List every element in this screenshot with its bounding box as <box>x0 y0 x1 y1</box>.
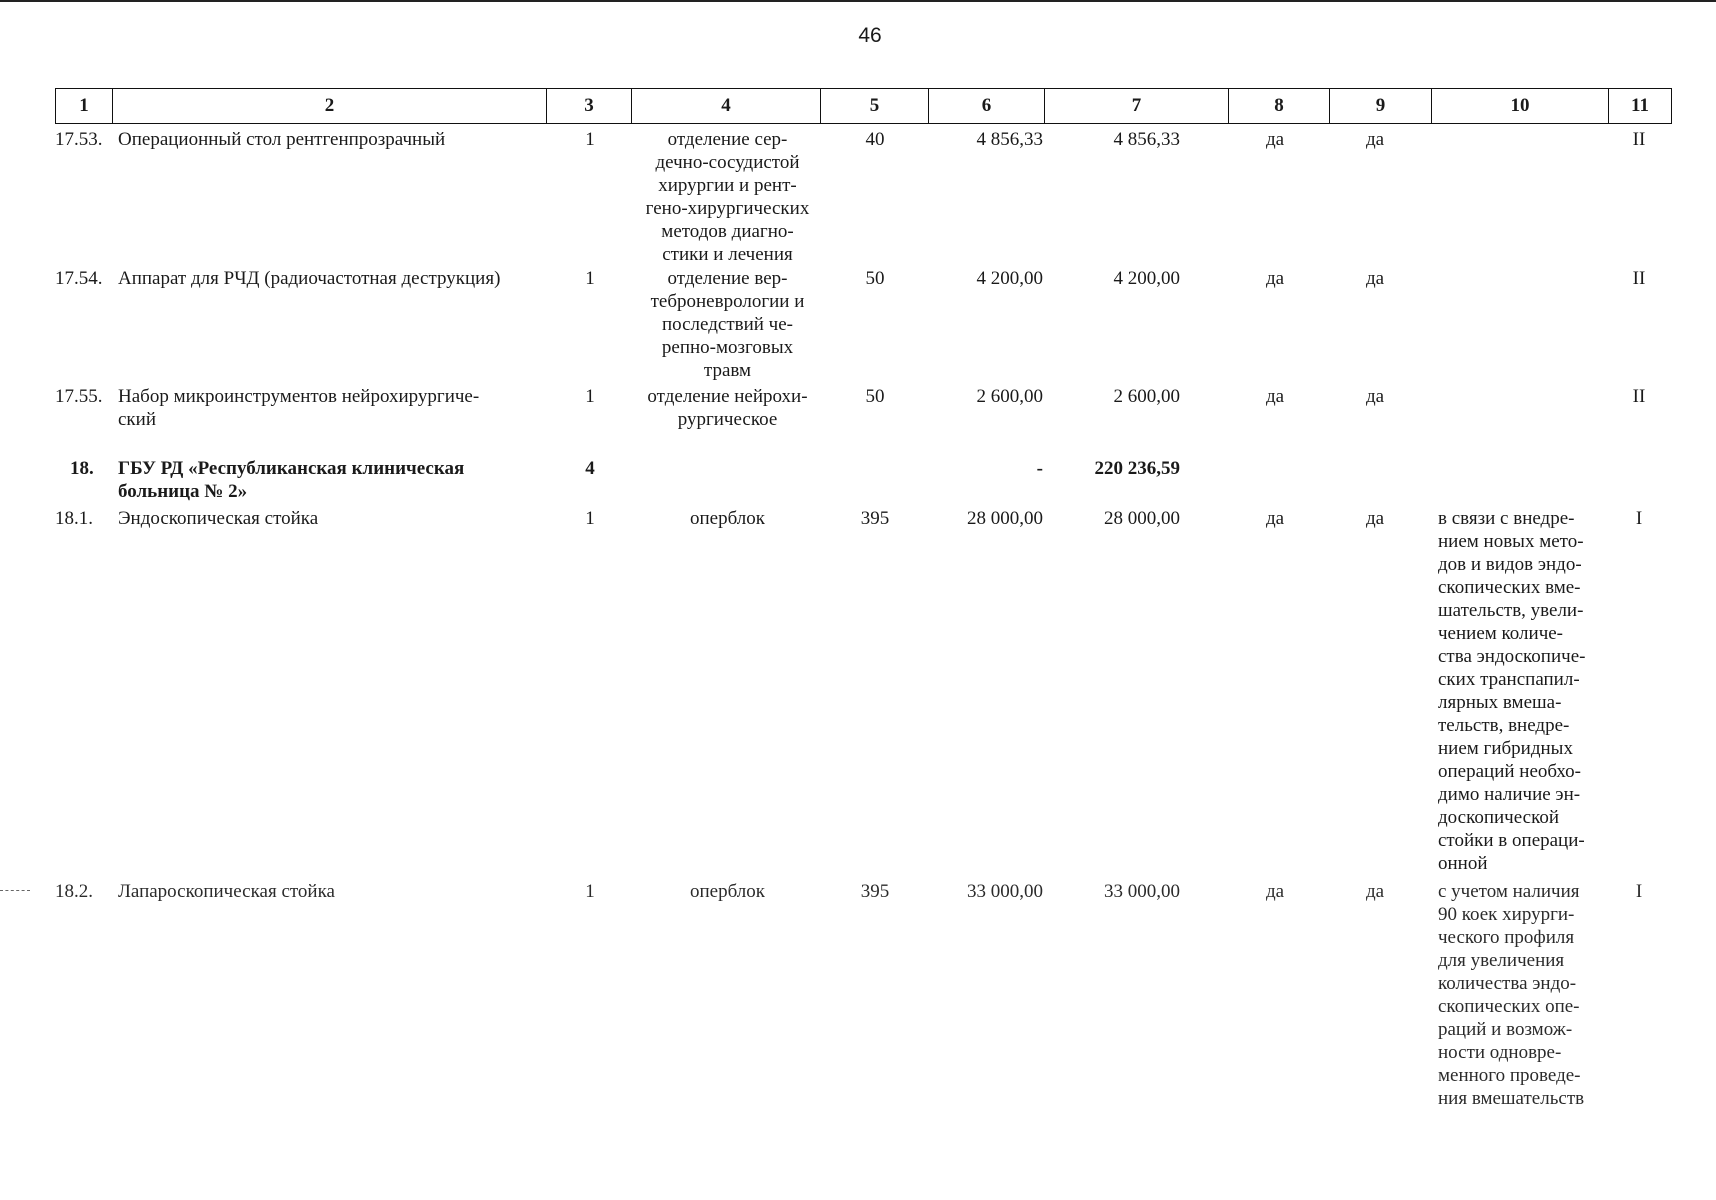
col-5-value: 395 <box>860 508 890 529</box>
col-9-value: да <box>1365 268 1385 289</box>
col-6-value: 4 200,00 <box>976 268 1043 289</box>
organization-name: ГБУ РД «Республиканская клиническая больница № 2» <box>118 458 465 502</box>
department: оперблок <box>689 508 765 529</box>
col-6-value: - <box>1036 458 1043 479</box>
col-6-value: 2 600,00 <box>976 386 1043 407</box>
col-8-value: да <box>1265 508 1285 529</box>
margin-dash-mark <box>0 890 30 892</box>
quantity: 4 <box>585 458 595 479</box>
header-col-9: 9 <box>1329 88 1432 124</box>
item-name: Набор микроинструментов нейрохирургиче- ский <box>118 386 480 430</box>
col-7-value: 220 236,59 <box>1094 458 1180 479</box>
col-7-value: 4 856,33 <box>1113 129 1180 150</box>
col-7-value: 2 600,00 <box>1113 386 1180 407</box>
quantity: 1 <box>585 881 595 902</box>
header-col-11: 11 <box>1608 88 1672 124</box>
header-col-5: 5 <box>820 88 929 124</box>
priority: II <box>1632 386 1646 407</box>
item-name: Аппарат для РЧД (радиочастотная деструкция) <box>118 268 501 289</box>
col-9-value: да <box>1365 881 1385 902</box>
header-col-10: 10 <box>1431 88 1609 124</box>
header-col-3: 3 <box>546 88 632 124</box>
quantity: 1 <box>585 508 595 529</box>
row-number: 18.1. <box>55 508 93 529</box>
header-col-7: 7 <box>1044 88 1229 124</box>
header-col-1: 1 <box>55 88 113 124</box>
item-name: Лапароскопическая стойка <box>118 881 335 902</box>
col-8-value: да <box>1265 881 1285 902</box>
row-number: 18.2. <box>55 881 93 902</box>
header-col-2: 2 <box>112 88 547 124</box>
department: отделение нейрохи- рургическое <box>647 386 808 430</box>
priority: I <box>1635 881 1643 902</box>
department: отделение вер- теброневрологии и последствий че- репно-мозговых травм <box>650 268 805 381</box>
page-number: 46 <box>858 24 882 47</box>
item-name: Эндоскопическая стойка <box>118 508 319 529</box>
col-8-value: да <box>1265 386 1285 407</box>
justification: в связи с внедре- нием новых мето- дов и видов эндо- скопических вме- шательств, увели- чением количе- ства эндоскопиче- ских транспапил- лярных вмеша- тельств, внедре- нием гибридных операций необхо- димо наличие эн- доскопической стойки в операци- онной <box>1438 508 1586 874</box>
top-border-line <box>0 0 1716 2</box>
row-number: 17.54. <box>55 268 103 289</box>
quantity: 1 <box>585 386 595 407</box>
quantity: 1 <box>585 129 595 150</box>
priority: II <box>1632 129 1646 150</box>
item-name: Операционный стол рентгенпрозрачный <box>118 129 446 150</box>
header-col-6: 6 <box>928 88 1045 124</box>
col-6-value: 33 000,00 <box>967 881 1043 902</box>
row-number: 17.55. <box>55 386 103 407</box>
col-5-value: 50 <box>865 268 885 289</box>
header-col-4: 4 <box>631 88 821 124</box>
col-7-value: 33 000,00 <box>1104 881 1180 902</box>
col-8-value: да <box>1265 129 1285 150</box>
col-9-value: да <box>1365 386 1385 407</box>
quantity: 1 <box>585 268 595 289</box>
col-6-value: 4 856,33 <box>976 129 1043 150</box>
col-9-value: да <box>1365 508 1385 529</box>
col-6-value: 28 000,00 <box>967 508 1043 529</box>
col-7-value: 4 200,00 <box>1113 268 1180 289</box>
col-5-value: 50 <box>865 386 885 407</box>
row-number: 18. <box>70 458 94 479</box>
col-5-value: 395 <box>860 881 890 902</box>
col-7-value: 28 000,00 <box>1104 508 1180 529</box>
col-9-value: да <box>1365 129 1385 150</box>
justification: с учетом наличия 90 коек хирурги- ческого профиля для увеличения количества эндо- скопических опе- раций и возмож- ности одновре- менного проведе- ния вмешательств <box>1438 881 1585 1109</box>
department: оперблок <box>689 881 765 902</box>
priority: II <box>1632 268 1646 289</box>
col-8-value: да <box>1265 268 1285 289</box>
header-col-8: 8 <box>1228 88 1330 124</box>
priority: I <box>1635 508 1643 529</box>
row-number: 17.53. <box>55 129 103 150</box>
col-5-value: 40 <box>865 129 885 150</box>
department: отделение сер- дечно-сосудистой хирургии и рент- гено-хирургических методов диагно- стики и лечения <box>645 129 810 265</box>
